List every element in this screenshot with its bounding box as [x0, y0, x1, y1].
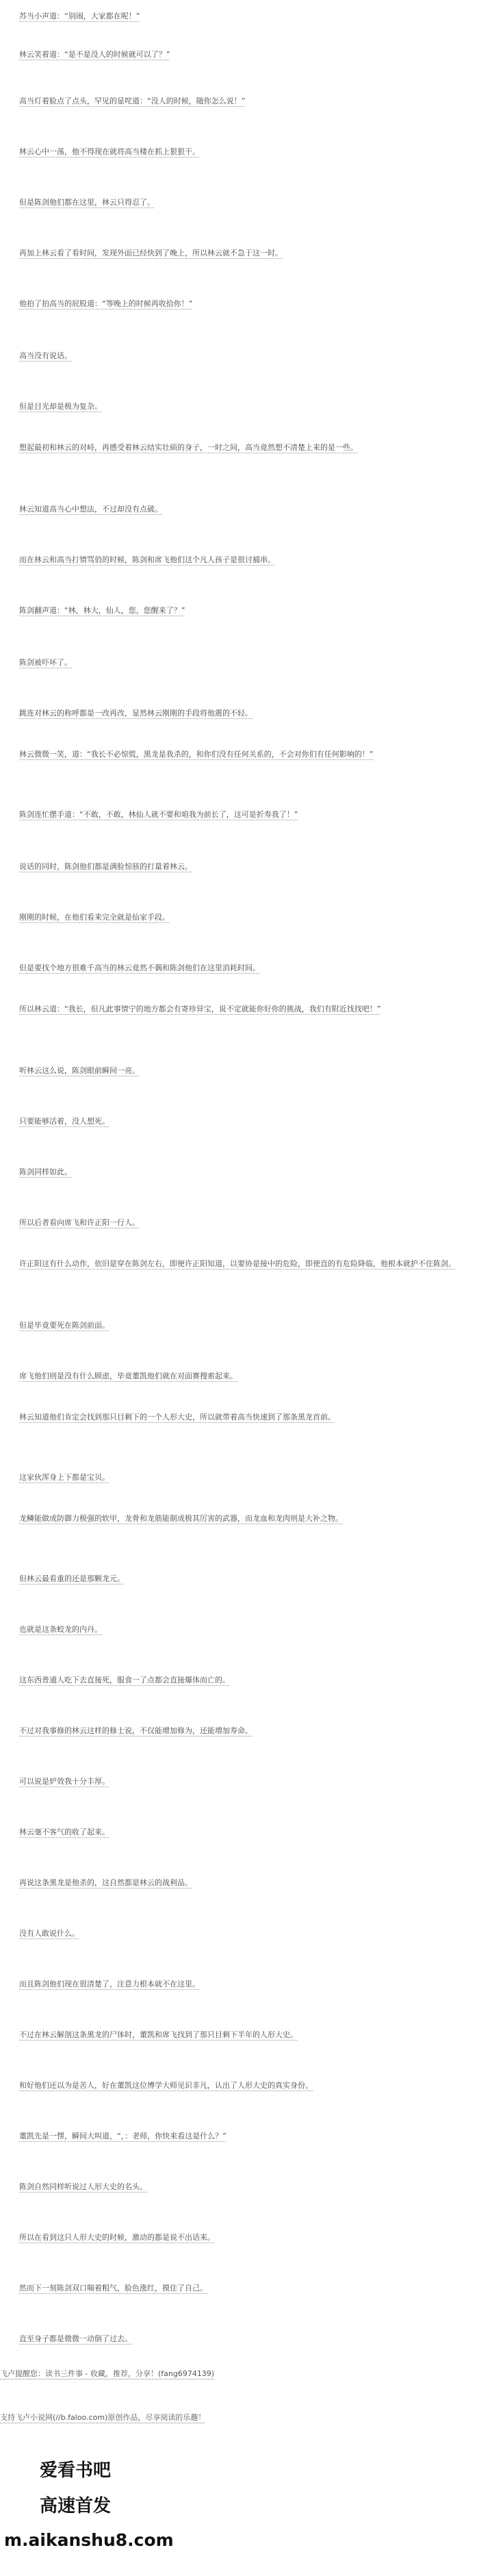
paragraph: 董凯先是一愣，瞬间大叫道，“，：老师，你快来看这是什么？”: [19, 2132, 226, 2141]
paragraph: 跳连对林云的称呼都是一改再改，显然林云刚刚的手段将他震的不轻。: [19, 709, 253, 718]
paragraph: 这家伙浑身上下都是宝贝。: [19, 1473, 109, 1482]
paragraph: 再说这条黑龙是他杀的，这自然都是林云的战利品。: [19, 1878, 192, 1887]
paragraph: 和好他们还以为是苦人，好在董凯这位博学大师见识非凡，认出了人形大史的真实身份。: [19, 2081, 313, 2090]
paragraph: 陈剑自然同样听说过人形大史的名头。: [19, 2182, 147, 2191]
support-notice: 支持飞卢小说网(//b.faloo.com)原创作品，尽享阅读的乐趣！: [0, 2413, 206, 2422]
paragraph: 也就是这条蛟龙的内丹。: [19, 1625, 102, 1634]
paragraph: 但是陈剑他们都在这里，林云只得忍了。: [19, 198, 155, 207]
paragraph: 不过在林云解剖这条黑龙的尸体时，董凯和席飞找到了那只目剩下半年的人形大史。: [19, 2030, 298, 2039]
paragraph: 林云心中一荡，他不得现在就将高当楼在抓上狠狠干。: [19, 147, 200, 156]
paragraph: 林云知道他们肯定会找到那只目剩下的一个人形大史，所以就带着高当快速到了那条黑龙首前。: [19, 1413, 335, 1422]
paragraph: 席飞他们则是没有什么顾虑，毕竟董凯他们就在对面赛搜索起来。: [19, 1372, 237, 1380]
paragraph: 陈剑同样如此。: [19, 1167, 72, 1176]
paragraph: 林云知道高当心中想法，不过却没有点破。: [19, 505, 162, 514]
paragraph: 陈剑翻声道：“林，林大，仙人，您，您醒来了？”: [19, 606, 185, 615]
paragraph: 陈剑连忙摆手道：“不敢，不敢，林仙人就不要和咱我为前长了，这可是折寿我了！”: [19, 810, 298, 819]
paragraph: 林云笑着道：“是不是没人的时候就可以了？”: [19, 50, 170, 59]
paragraph: 直至身子都是微微一动倒了过去。: [19, 2334, 132, 2343]
paragraph: 而在林云和高当打情骂俏的时候，陈剑和席飞他们这个凡人孩子是很讨捕串。: [19, 555, 275, 564]
paragraph: 所以后者看向席飞和许正阳一行人。: [19, 1218, 140, 1227]
paragraph: 林云微微一笑，道：“我长不必惊慌，黑龙是我杀的，和你们没有任何关系的，不会对你们有任何影响的！”: [19, 750, 374, 759]
promo-brand: 爱看书吧: [40, 2460, 112, 2481]
paragraph: 没有人敢说什么。: [19, 1929, 79, 1938]
paragraph: 许正阳这有什么动作，依旧是穿在陈剑左右，即便许正阳知道，以要协是接中的危险，即使直的有危险降临，他根本就护不住陈剑。: [19, 1259, 456, 1268]
paragraph: 不过对我事修的林云这样的修士说，不仅能增加修为，还能增加寿命。: [19, 1726, 253, 1735]
paragraph: 再加上林云看了看时间，发现外面已经快到了晚上，所以林云就不急于这一时。: [19, 249, 283, 257]
paragraph: 听林云这么说，陈剑眼前瞬间一亮。: [19, 1066, 140, 1075]
promo-tagline: 高速首发: [40, 2496, 112, 2516]
paragraph: 所以林云道：“我长，但凡此事情宁的地方都会有寄珍异宝，说不定就能你好你的挑战，我们有附近找找吧！”: [19, 1005, 381, 1013]
paragraph: 这东西普通人吃下去直接死，服食一了点都会直接爆体而亡的。: [19, 1676, 230, 1684]
paragraph: 所以在看到这只人形大史的时候，激动的都是说不出话来。: [19, 2233, 215, 2242]
paragraph: 可以说是炉效我十分丰厚。: [19, 1777, 109, 1786]
paragraph: 但是目光却是极为复杂。: [19, 402, 102, 411]
share-reminder: 飞卢提醒您：读书三件事 - 收藏，推荐，分享！(fang6974139): [0, 2369, 215, 2378]
paragraph: 说话的同时，陈剑他们都是满脸惊骇的打量着林云。: [19, 862, 192, 871]
promo-url[interactable]: m.aikanshu8.com: [4, 2530, 174, 2550]
paragraph: 只要能够活着，没人想死。: [19, 1117, 109, 1126]
paragraph: 想起最初和林云的对峙，再感受着林云结实壮硕的身子，一时之间，高当竟然想不清楚上来的是一些。: [19, 443, 358, 452]
paragraph: 陈剑被吓坏了。: [19, 658, 72, 667]
paragraph: 但林云最看重的还是那颗龙元。: [19, 1574, 125, 1583]
paragraph: 林云毫不客气的收了起来。: [19, 1828, 109, 1836]
paragraph: 而且陈剑他们现在很清楚了，注意力根本就不在这里。: [19, 1980, 200, 1988]
paragraph: 然而下一刻陈剑双口喘着粗气，脸色涨红，摸住了自己。: [19, 2284, 207, 2293]
paragraph: 但是毕竟要死在陈剑前面。: [19, 1321, 109, 1330]
paragraph: 但是要找个地方很难千高当的林云竟然不偶和陈剑他们在这里消耗时间。: [19, 963, 260, 972]
paragraph: 龙鳞能做成防御力极强的软甲，龙骨和龙筋能制成极其厉害的武器，而龙血和龙肉则是大补之物。: [19, 1514, 343, 1523]
paragraph: 苏当小声道：“别闹，大家都在呢！”: [19, 12, 140, 21]
paragraph: 刚刚的时候，在他们看来完全就是仙家手段。: [19, 913, 170, 922]
paragraph: 高当灯着脸点了点头，罕见的显咤道：“没人的时候，随你怎么说！”: [19, 97, 246, 105]
paragraph: 高当没有说话。: [19, 351, 72, 360]
paragraph: 他拍了拍高当的屁股道：“等晚上的时候再收拾你！”: [19, 299, 193, 308]
